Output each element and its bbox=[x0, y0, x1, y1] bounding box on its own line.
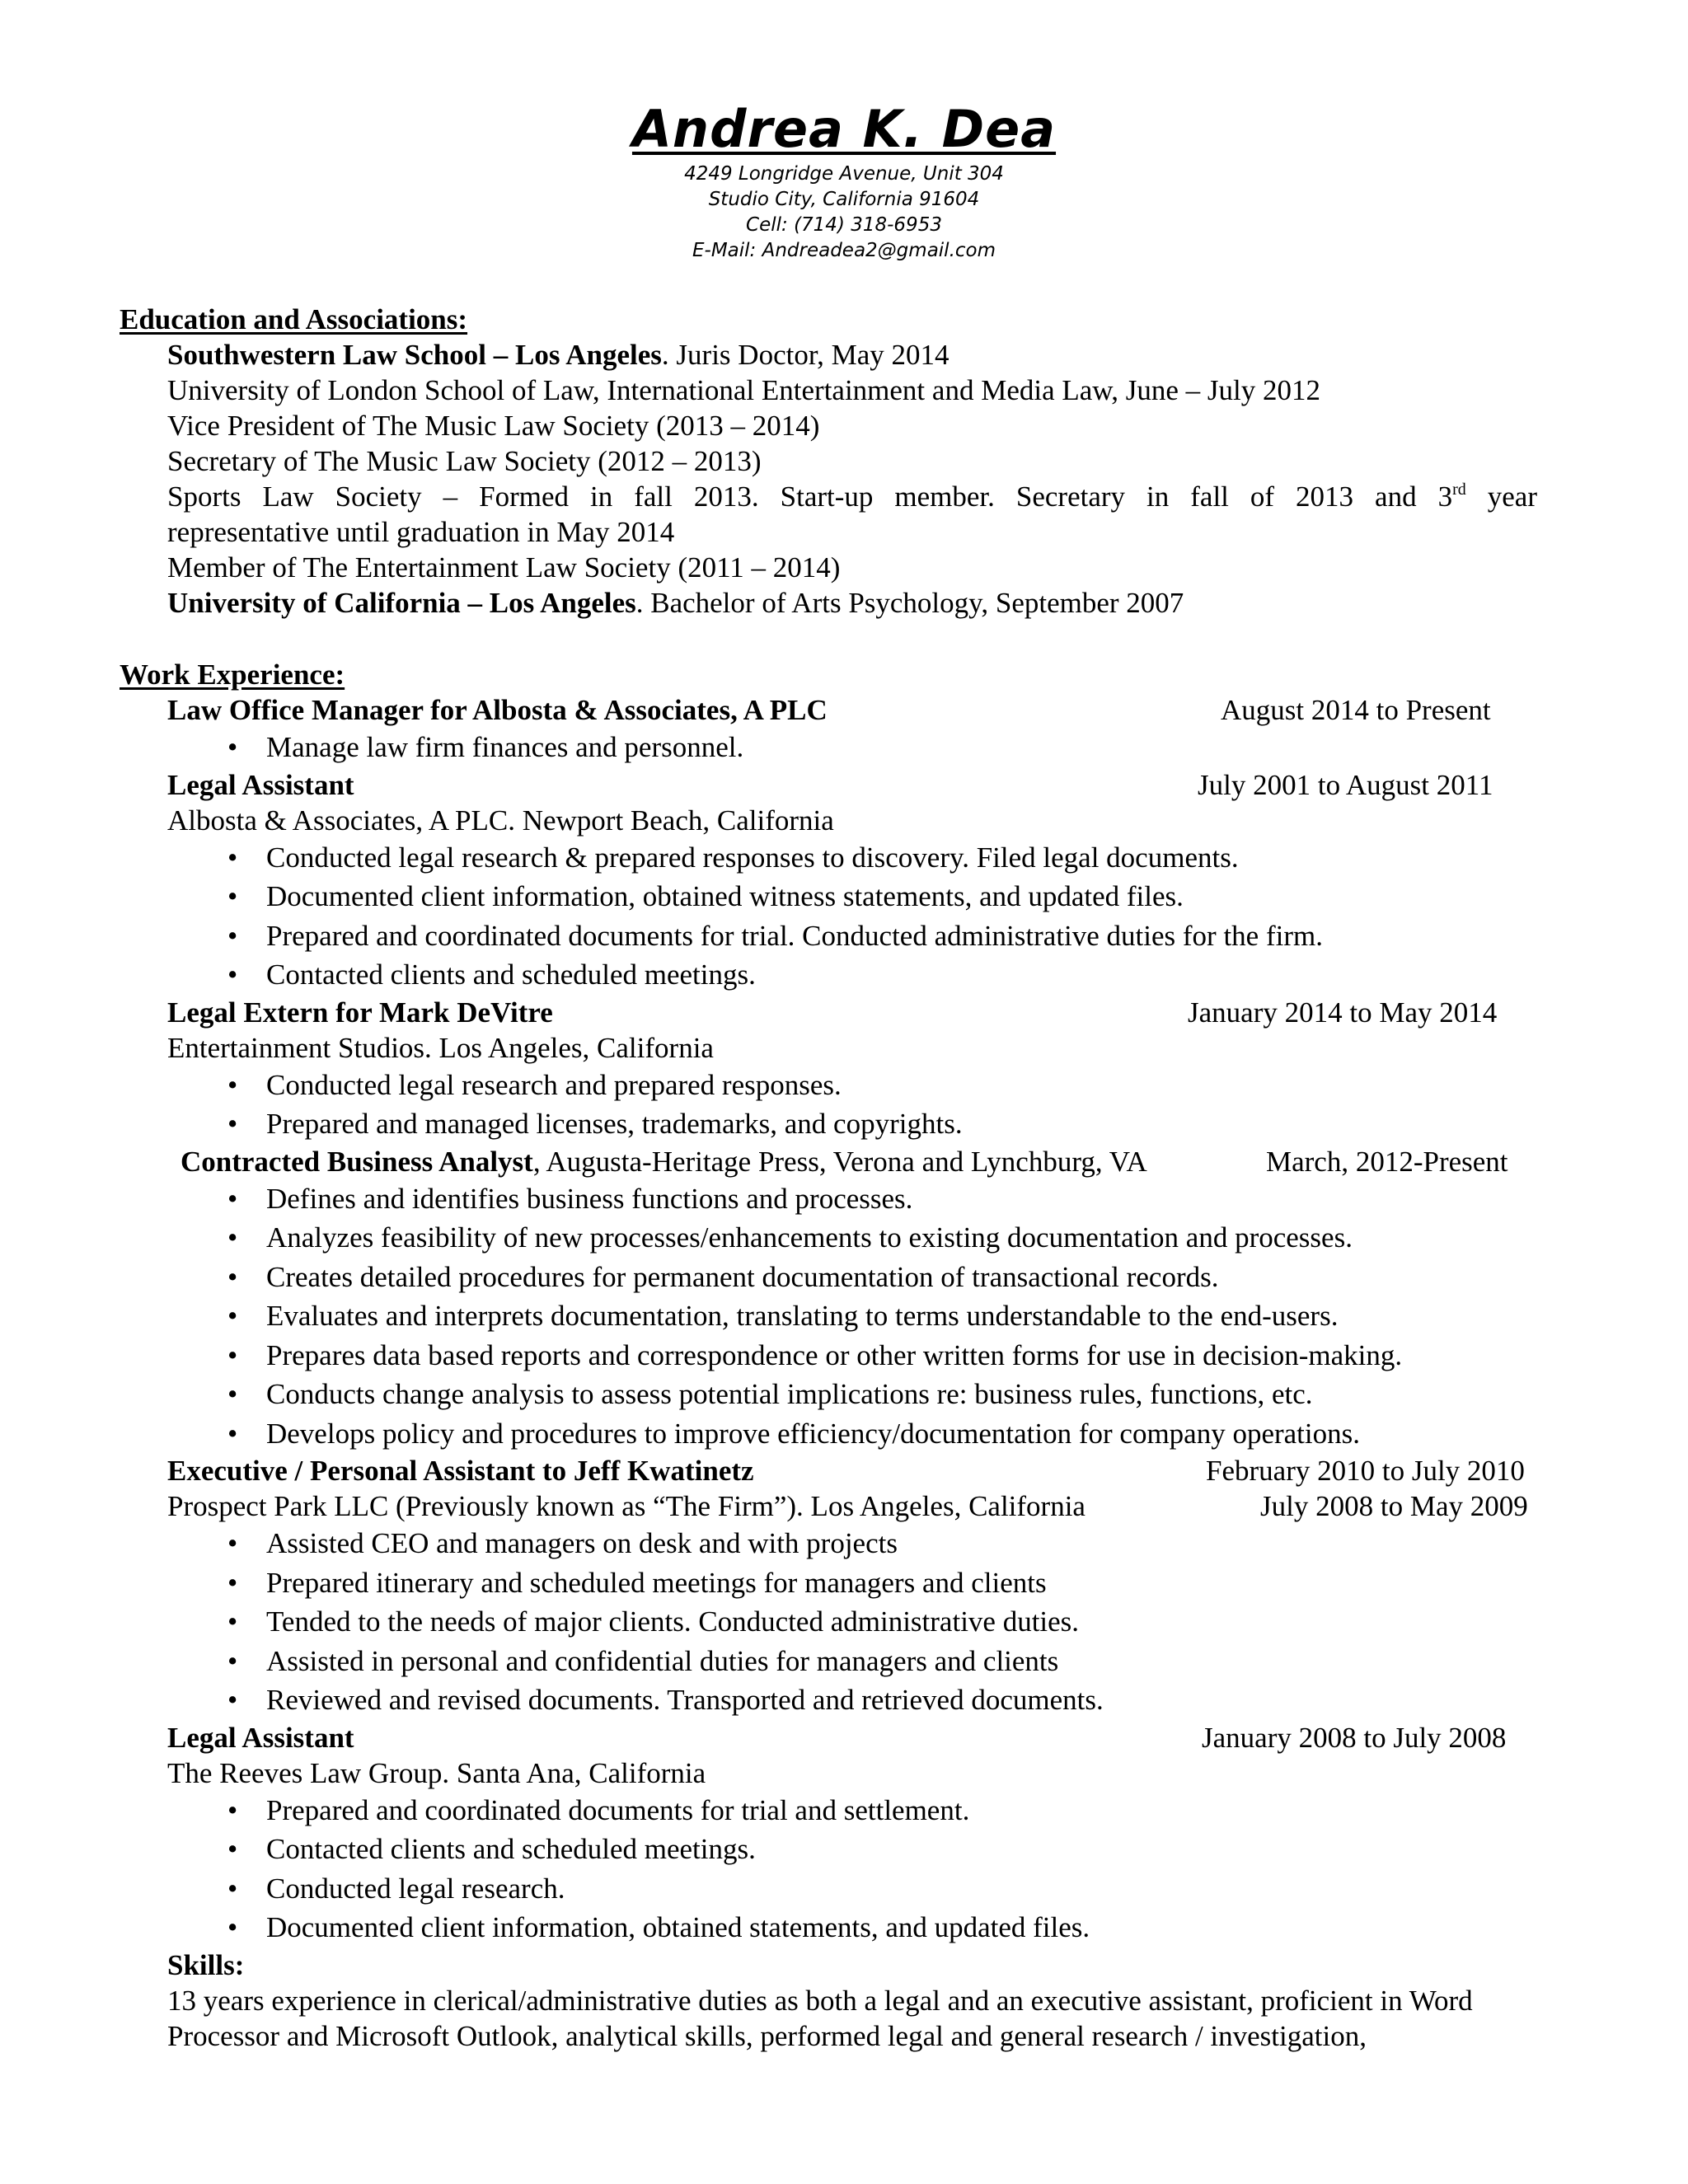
job-org: Entertainment Studios. Los Angeles, California bbox=[167, 1031, 714, 1064]
candidate-name: Andrea K. Dea bbox=[631, 99, 1057, 159]
list-item: • Prepares data based reports and correspondence or other written forms for use in decision-making. bbox=[120, 1336, 1537, 1376]
education-london: University of London School of Law, International Entertainment and Media Law, June – July 2012 bbox=[167, 374, 1321, 406]
job-dates: February 2010 to July 2010 bbox=[1206, 1455, 1525, 1487]
sports-law-text: Sports Law Society – Formed in fall 2013. Start-up member. Secretary in fall of 2013 and 3 bbox=[167, 480, 1453, 513]
list-item: • Defines and identifies business functions and processes. bbox=[120, 1179, 1537, 1219]
job-header bbox=[120, 1144, 1537, 1179]
list-item: • Conducted legal research & prepared responses to discovery. Filed legal documents. bbox=[120, 838, 1537, 878]
address-line-1: 4249 Longridge Avenue, Unit 304 bbox=[684, 163, 1004, 185]
job-title: Legal Assistant bbox=[167, 1721, 354, 1754]
job-dates-secondary: July 2008 to May 2009 bbox=[1260, 1490, 1528, 1522]
list-item: • Documented client information, obtained statements, and updated files. bbox=[120, 1908, 1537, 1947]
association-entertainment-law: Member of The Entertainment Law Society (2011 – 2014) bbox=[167, 551, 841, 583]
job-bullets bbox=[120, 728, 1537, 767]
address-line-2: Studio City, California 91604 bbox=[708, 189, 980, 210]
list-item: • Conducted legal research. bbox=[120, 1869, 1537, 1909]
southwestern-degree: . Juris Doctor, May 2014 bbox=[661, 339, 950, 371]
job-org: The Reeves Law Group. Santa Ana, California bbox=[167, 1756, 706, 1789]
education-heading: Education and Associations: bbox=[120, 303, 468, 335]
job-org-inline: , Augusta-Heritage Press, Verona and Lynchburg, VA bbox=[532, 1145, 1147, 1178]
skills-heading: Skills: bbox=[167, 1948, 245, 1981]
list-item: • Prepared and managed licenses, trademarks, and copyrights. bbox=[120, 1104, 1537, 1144]
cell-phone: Cell: (714) 318-6953 bbox=[746, 214, 942, 236]
list-item: • Manage law firm finances and personnel. bbox=[120, 728, 1537, 767]
list-item: • Analyzes feasibility of new processes/enhancements to existing documentation and processes. bbox=[120, 1218, 1537, 1258]
list-item: • Develops policy and procedures to improve efficiency/documentation for company operations. bbox=[120, 1414, 1537, 1454]
resume-header bbox=[0, 97, 1688, 264]
job-dates: January 2014 to May 2014 bbox=[1188, 996, 1498, 1029]
skills-line-1: 13 years experience in clerical/administrative duties as both a legal and an executive assistant, proficient in Word bbox=[167, 1984, 1473, 2017]
job-dates: July 2001 to August 2011 bbox=[1198, 768, 1493, 801]
list-item: • Reviewed and revised documents. Transported and retrieved documents. bbox=[120, 1680, 1537, 1720]
job-title: Legal Assistant bbox=[167, 768, 354, 801]
job-bullets bbox=[120, 1066, 1537, 1144]
job-header bbox=[120, 1453, 1537, 1488]
job-dates: August 2014 to Present bbox=[1221, 694, 1491, 726]
job-title: Contracted Business Analyst bbox=[181, 1145, 533, 1178]
job-org-row bbox=[120, 1488, 1537, 1524]
list-item: • Prepared itinerary and scheduled meetings for managers and clients bbox=[120, 1563, 1537, 1603]
list-item: • Evaluates and interprets documentation, translating to terms understandable to the end-users. bbox=[120, 1296, 1537, 1336]
ucla-degree: . Bachelor of Arts Psychology, September 2007 bbox=[635, 587, 1184, 619]
job-header bbox=[120, 995, 1537, 1030]
job-title-line bbox=[181, 1144, 1147, 1179]
job-title: Law Office Manager for Albosta & Associates, A PLC bbox=[167, 694, 828, 726]
list-item: • Contacted clients and scheduled meetings. bbox=[120, 1830, 1537, 1869]
job-bullets bbox=[120, 1524, 1537, 1720]
list-item: • Creates detailed procedures for permanent documentation of transactional records. bbox=[120, 1258, 1537, 1297]
ucla-school: University of California – Los Angeles bbox=[167, 587, 636, 619]
job-bullets bbox=[120, 1791, 1537, 1947]
southwestern-school: Southwestern Law School – Los Angeles bbox=[167, 339, 662, 371]
association-sports-law-cont: representative until graduation in May 2014 bbox=[167, 516, 675, 548]
list-item: • Conducts change analysis to assess potential implications re: business rules, functions, etc. bbox=[120, 1375, 1537, 1414]
job-dates: January 2008 to July 2008 bbox=[1202, 1721, 1507, 1754]
work-heading: Work Experience: bbox=[120, 658, 345, 691]
job-header bbox=[120, 1720, 1537, 1755]
association-vp: Vice President of The Music Law Society (2013 – 2014) bbox=[167, 410, 820, 442]
list-item: • Conducted legal research and prepared responses. bbox=[120, 1066, 1537, 1105]
job-bullets bbox=[120, 1179, 1537, 1454]
list-item: • Assisted in personal and confidential duties for managers and clients bbox=[120, 1642, 1537, 1681]
job-title: Legal Extern for Mark DeVitre bbox=[167, 996, 553, 1029]
list-item: • Prepared and coordinated documents for trial and settlement. bbox=[120, 1791, 1537, 1830]
job-org: Albosta & Associates, A PLC. Newport Beach, California bbox=[167, 804, 834, 837]
job-bullets bbox=[120, 838, 1537, 995]
association-secretary: Secretary of The Music Law Society (2012 – 2013) bbox=[167, 445, 762, 477]
skills-line-2: Processor and Microsoft Outlook, analytical skills, performed legal and general research / investigation, bbox=[167, 2019, 1367, 2052]
education-ucla bbox=[167, 585, 1537, 621]
list-item: • Tended to the needs of major clients. Conducted administrative duties. bbox=[120, 1602, 1537, 1642]
list-item: • Assisted CEO and managers on desk and with projects bbox=[120, 1524, 1537, 1563]
association-sports-law bbox=[167, 479, 1537, 514]
job-header bbox=[120, 692, 1537, 728]
list-item: • Prepared and coordinated documents for trial. Conducted administrative duties for the firm. bbox=[120, 916, 1537, 956]
sports-law-superscript: rd bbox=[1452, 480, 1466, 499]
job-title: Executive / Personal Assistant to Jeff Kwatinetz bbox=[167, 1455, 754, 1487]
education-southwestern bbox=[167, 337, 1537, 373]
email-address: E-Mail: Andreadea2@gmail.com bbox=[692, 240, 996, 261]
job-dates: March, 2012-Present bbox=[1266, 1145, 1508, 1178]
resume-body bbox=[120, 302, 1537, 2054]
sports-law-year: year bbox=[1465, 480, 1537, 513]
list-item: • Contacted clients and scheduled meetings. bbox=[120, 955, 1537, 995]
job-org: Prospect Park LLC (Previously known as “The Firm”). Los Angeles, California bbox=[167, 1490, 1085, 1522]
list-item: • Documented client information, obtained witness statements, and updated files. bbox=[120, 877, 1537, 916]
job-header bbox=[120, 767, 1537, 803]
